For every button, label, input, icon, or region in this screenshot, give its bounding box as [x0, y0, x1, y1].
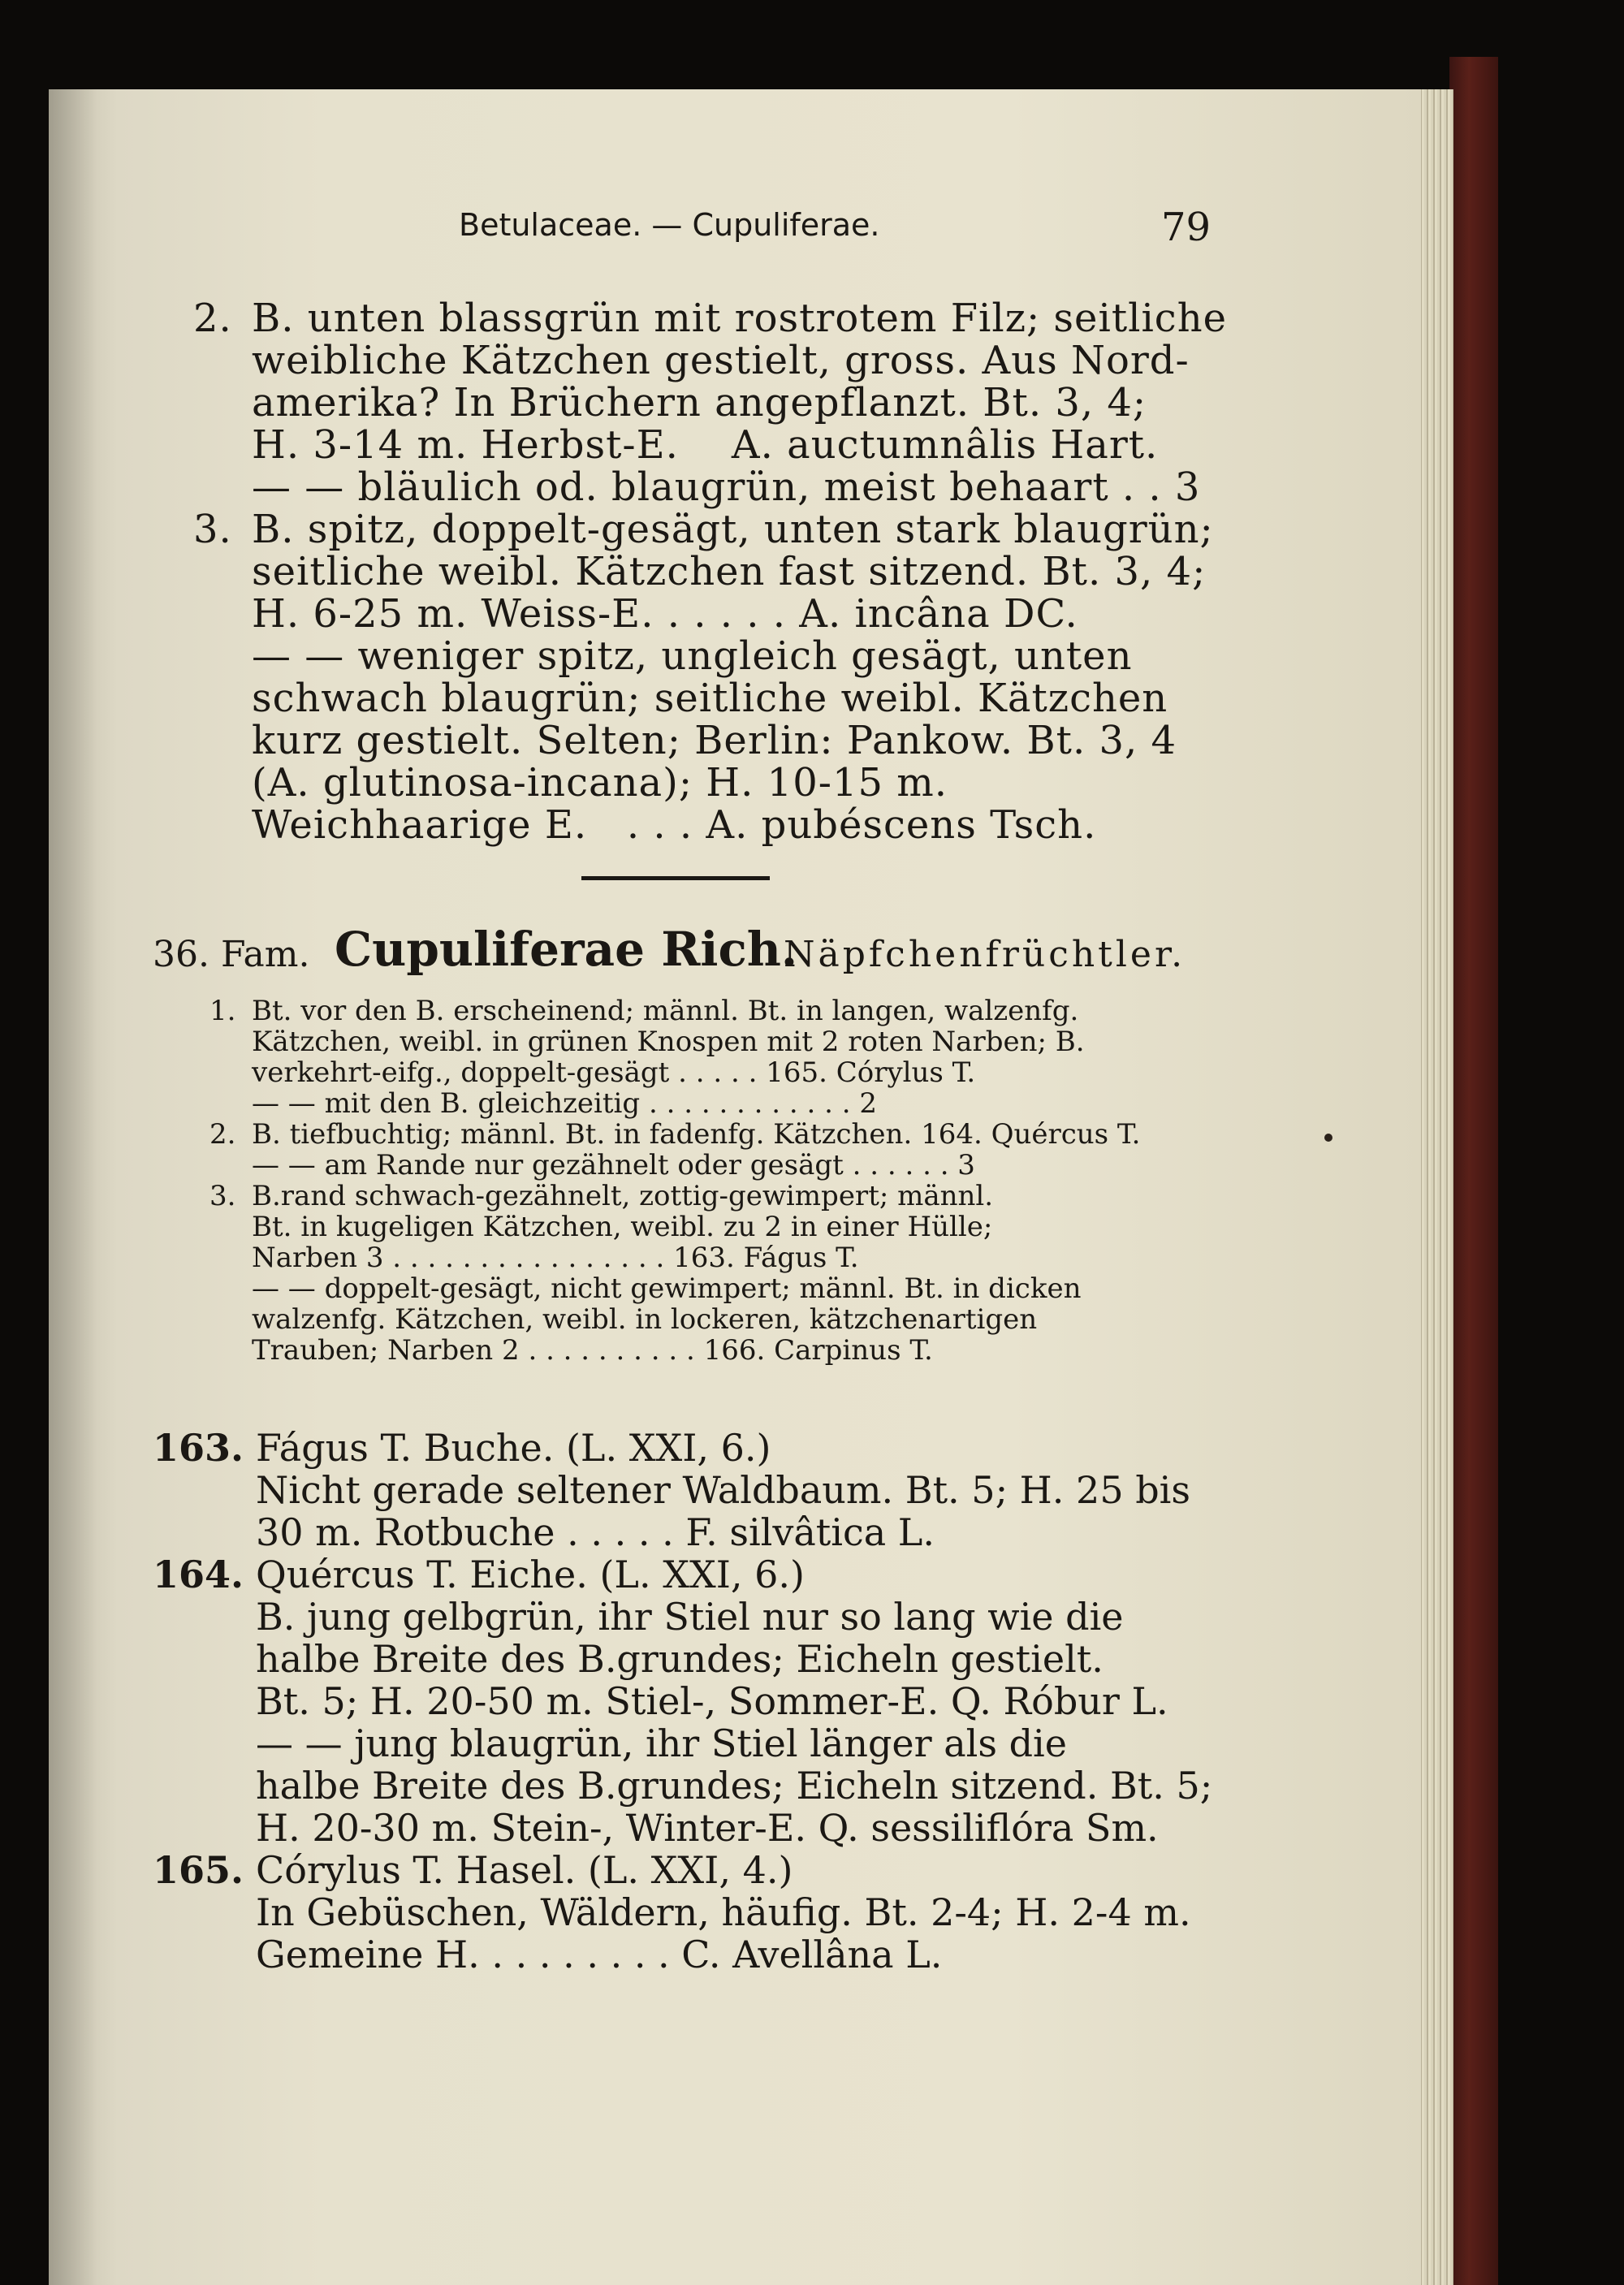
- running-title: Betulaceae. — Cupuliferae.: [459, 207, 880, 243]
- key-line: Trauben; Narben 2 . . . . . . . . . . 166. Carpinus T.: [252, 1334, 933, 1367]
- page-number: 79: [1161, 205, 1212, 250]
- genus-number: 164.: [153, 1553, 244, 1596]
- text-line: B. unten blassgrün mit rostrotem Filz; seitliche: [252, 296, 1228, 341]
- key-line: Bt. vor den B. erscheinend; männl. Bt. in langen, walzenfg.: [252, 995, 1079, 1027]
- text-line: halbe Breite des B.grundes; Eicheln sitzend. Bt. 5;: [256, 1764, 1213, 1808]
- text-line: Nicht gerade seltener Waldbaum. Bt. 5; H. 25 bis: [256, 1468, 1190, 1512]
- text-line: weibliche Kätzchen gestielt, gross. Aus Nord-: [252, 338, 1190, 383]
- key-line: Kätzchen, weibl. in grünen Knospen mit 2 roten Narben; B.: [252, 1026, 1085, 1058]
- item-number: 3.: [193, 507, 232, 552]
- item-number: 2.: [193, 296, 232, 341]
- key-line: — — am Rande nur gezähnelt oder gesägt . . . . . . 3: [252, 1149, 975, 1181]
- key-line: walzenfg. Kätzchen, weibl. in lockeren, kätzchenartigen: [252, 1303, 1038, 1336]
- key-line: verkehrt-eifg., doppelt-gesägt . . . . . 165. Córylus T.: [252, 1056, 976, 1089]
- genus-heading: Quércus T. Eiche. (L. XXI, 6.): [256, 1553, 805, 1596]
- genus-number: 163.: [153, 1426, 244, 1470]
- key-number: 2.: [209, 1118, 236, 1151]
- gutter-shadow: [49, 89, 97, 2285]
- ink-spot: [1324, 1134, 1332, 1142]
- family-german-name: Näpfchenfrüchtler.: [784, 934, 1186, 975]
- family-prefix: 36. Fam.: [153, 934, 310, 975]
- text-line: Weichhaarige E. . . . A. pubéscens Tsch.: [252, 802, 1097, 848]
- text-line: — — bläulich od. blaugrün, meist behaart . . 3: [252, 464, 1201, 510]
- text-line: — — jung blaugrün, ihr Stiel länger als die: [256, 1721, 1067, 1765]
- text-line: Bt. 5; H. 20-50 m. Stiel-, Sommer-E. Q. Róbur L.: [256, 1679, 1168, 1723]
- text-line: kurz gestielt. Selten; Berlin: Pankow. Bt. 3, 4: [252, 718, 1177, 763]
- key-line: Narben 3 . . . . . . . . . . . . . . . . 163. Fágus T.: [252, 1242, 859, 1274]
- book-cover-edge: [1449, 57, 1498, 2285]
- key-line: B. tiefbuchtig; männl. Bt. in fadenfg. Kätzchen. 164. Quércus T.: [252, 1118, 1141, 1151]
- text-line: H. 3-14 m. Herbst-E. A. auctumnâlis Hart.: [252, 422, 1159, 468]
- text-line: amerika? In Brüchern angepflanzt. Bt. 3, 4;: [252, 380, 1147, 425]
- text-line: seitliche weibl. Kätzchen fast sitzend. Bt. 3, 4;: [252, 549, 1207, 594]
- text-line: B. jung gelbgrün, ihr Stiel nur so lang wie die: [256, 1595, 1124, 1639]
- key-line: B.rand schwach-gezähnelt, zottig-gewimpert; männl.: [252, 1180, 994, 1212]
- key-line: Bt. in kugeligen Kätzchen, weibl. zu 2 in einer Hülle;: [252, 1211, 993, 1243]
- genus-heading: Córylus T. Hasel. (L. XXI, 4.): [256, 1848, 793, 1892]
- key-line: — — mit den B. gleichzeitig . . . . . . . . . . . . 2: [252, 1087, 877, 1120]
- key-line: — — doppelt-gesägt, nicht gewimpert; männl. Bt. in dicken: [252, 1272, 1082, 1305]
- key-number: 1.: [209, 995, 236, 1027]
- text-line: H. 6-25 m. Weiss-E. . . . . . A. incâna DC.: [252, 591, 1078, 637]
- text-line: halbe Breite des B.grundes; Eicheln gestielt.: [256, 1637, 1104, 1681]
- key-number: 3.: [209, 1180, 236, 1212]
- text-line: Gemeine H. . . . . . . . . C. Avellâna L.: [256, 1933, 943, 1976]
- book-page: [49, 89, 1421, 2285]
- genus-heading: Fágus T. Buche. (L. XXI, 6.): [256, 1426, 771, 1470]
- genus-number: 165.: [153, 1848, 244, 1892]
- text-line: B. spitz, doppelt-gesägt, unten stark blaugrün;: [252, 507, 1214, 552]
- text-line: In Gebüschen, Wäldern, häufig. Bt. 2-4; H. 2-4 m.: [256, 1890, 1191, 1934]
- text-line: H. 20-30 m. Stein-, Winter-E. Q. sessiliflóra Sm.: [256, 1806, 1159, 1850]
- text-line: — — weniger spitz, ungleich gesägt, unten: [252, 633, 1133, 679]
- section-divider: [581, 876, 770, 880]
- family-name: Cupuliferae Rich.: [335, 922, 798, 977]
- text-line: (A. glutinosa-incana); H. 10-15 m.: [252, 760, 948, 806]
- text-line: schwach blaugrün; seitliche weibl. Kätzchen: [252, 676, 1168, 721]
- text-line: 30 m. Rotbuche . . . . . F. silvâtica L.: [256, 1510, 935, 1554]
